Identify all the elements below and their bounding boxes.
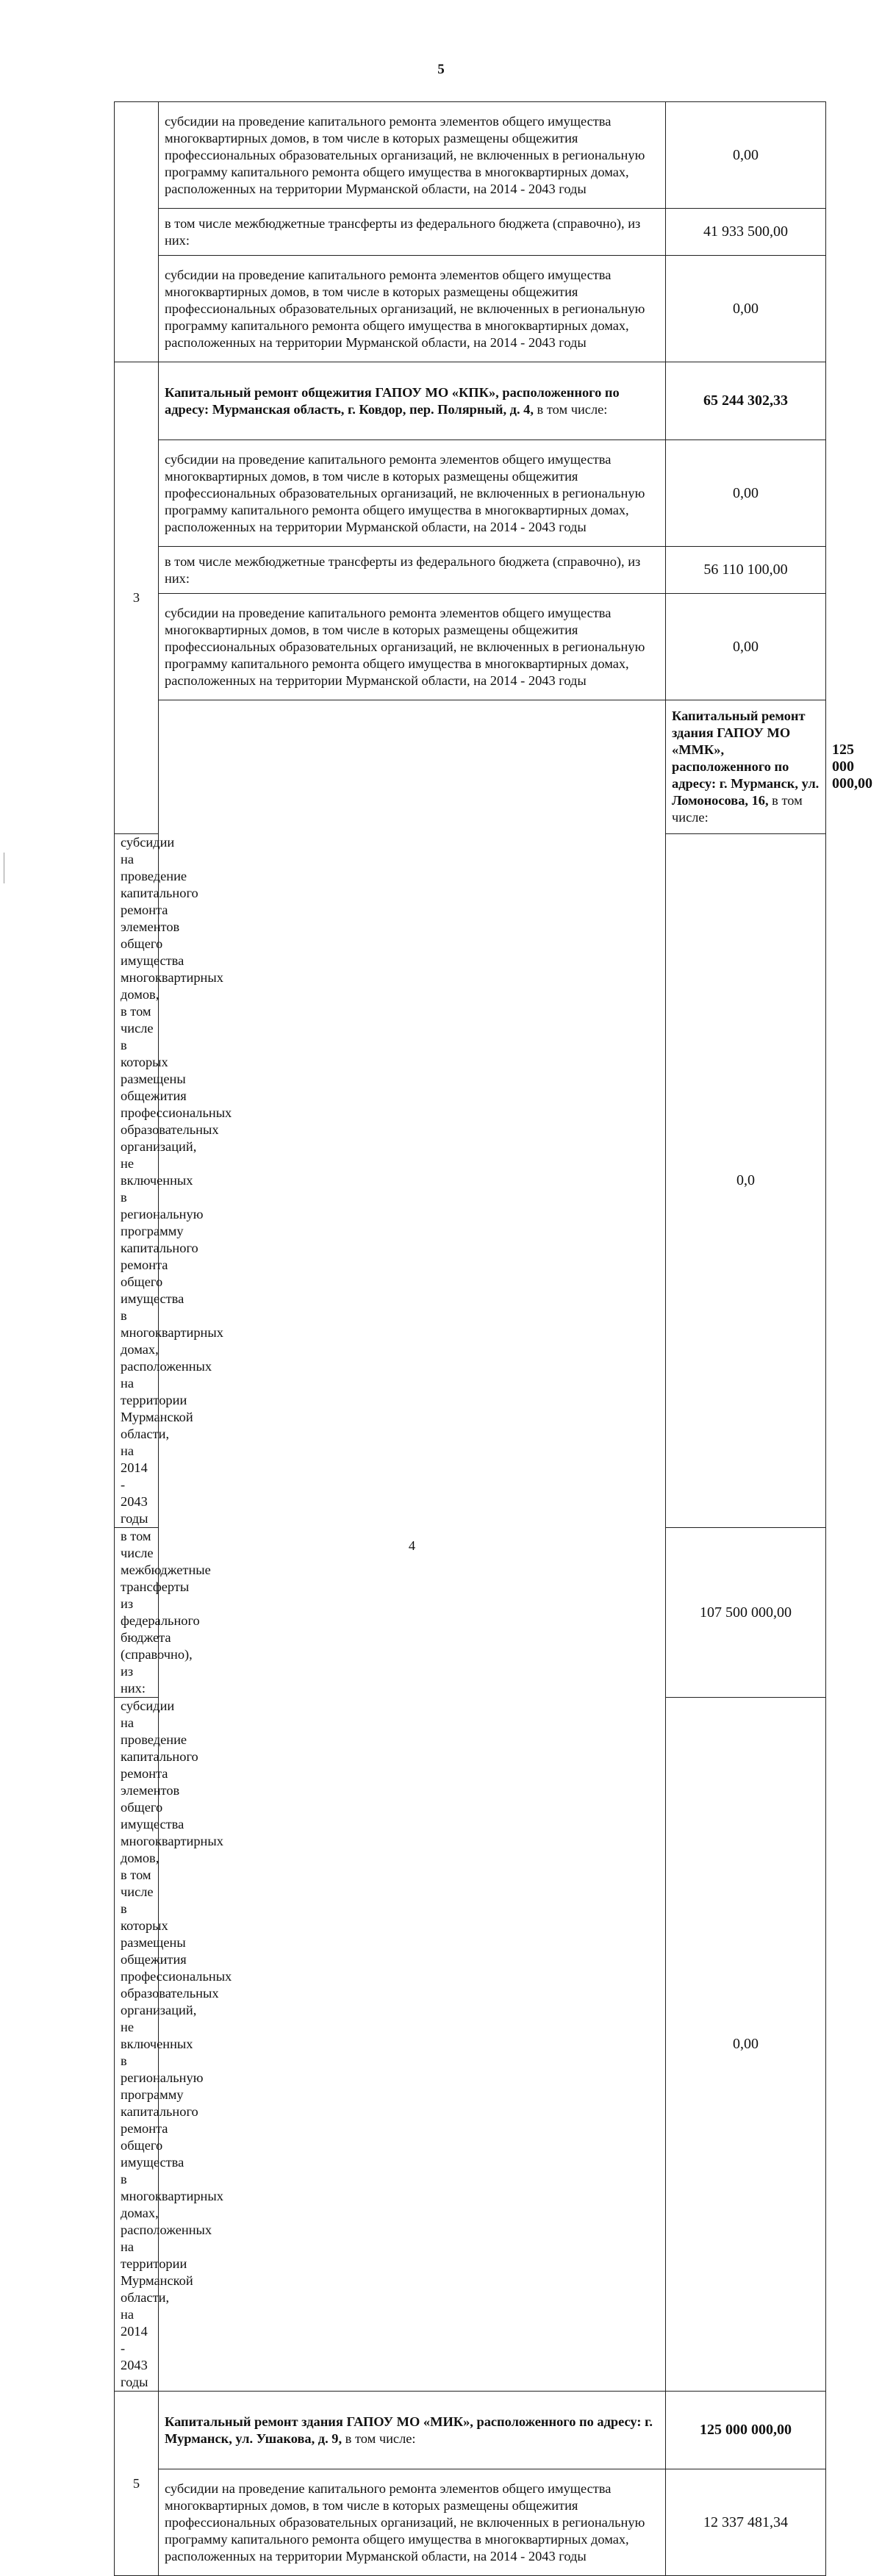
row-title-suffix: в том числе: [342, 2430, 416, 2446]
table-row [115, 2392, 826, 2469]
row-title-bold: Капитальный ремонт здания ГАПОУ МО «МИК», расположенного по адресу: г. Мурманск, ул. Ушакова, д. 9, [165, 2414, 653, 2446]
row-description: субсидии на проведение капитального ремонта элементов общего имущества многоквартирных домов, в том числе в которых размещены общежития профессиональных образовательных организаций, не включенных в региональную программу капитального ремонта общего имущества в многоквартирных домах, расположенных на территории Мурманской области, на 2014 - 2043 годы [159, 594, 666, 700]
row-amount: 107 500 000,00 [666, 1528, 826, 1698]
row-description: в том числе межбюджетные трансферты из федерального бюджета (справочно), из них: [159, 547, 666, 594]
row-description: субсидии на проведение капитального ремонта элементов общего имущества многоквартирных домов, в том числе в которых размещены общежития профессиональных образовательных организаций, не включенных в региональную программу капитального ремонта общего имущества в многоквартирных домах, расположенных на территории Мурманской области, на 2014 - 2043 годы [115, 1698, 159, 2392]
row-amount: 0,00 [666, 594, 826, 700]
budget-table [114, 101, 872, 2576]
row-description: в том числе межбюджетные трансферты из федерального бюджета (справочно), из них: [159, 209, 666, 256]
row-amount: 125 000 000,00 [666, 2392, 826, 2469]
item-number-cell: 3 [115, 362, 159, 834]
table-row: 4 Капитальный ремонт здания ГАПОУ МО «ММК», расположенного по адресу: г. Мурманск, ул. Ломоносова, 16, в том числе: 125 000 000,00 [115, 700, 826, 834]
row-title [159, 362, 666, 440]
row-description: субсидии на проведение капитального ремонта элементов общего имущества многоквартирных домов, в том числе в которых размещены общежития профессиональных образовательных организаций, не включенных в региональную программу капитального ремонта общего имущества в многоквартирных домах, расположенных на территории Мурманской области, на 2014 - 2043 годы [159, 440, 666, 547]
row-amount: 0,00 [666, 440, 826, 547]
row-description: субсидии на проведение капитального ремонта элементов общего имущества многоквартирных домов, в том числе в которых размещены общежития профессиональных образовательных организаций, не включенных в региональную программу капитального ремонта общего имущества в многоквартирных домах, расположенных на территории Мурманской области, на 2014 - 2043 годы [115, 834, 159, 1528]
row-amount: 0,00 [666, 102, 826, 209]
row-title-bold: Капитальный ремонт здания ГАПОУ МО «ММК», расположенного по адресу: г. Мурманск, ул. Ломоносова, 16, [672, 708, 820, 808]
row-title [159, 2392, 666, 2469]
row-description: субсидии на проведение капитального ремонта элементов общего имущества многоквартирных домов, в том числе в которых размещены общежития профессиональных образовательных организаций, не включенных в региональную программу капитального ремонта общего имущества в многоквартирных домах, расположенных на территории Мурманской области, на 2014 - 2043 годы [159, 256, 666, 362]
table-row [115, 2469, 826, 2576]
row-description: субсидии на проведение капитального ремонта элементов общего имущества многоквартирных домов, в том числе в которых размещены общежития профессиональных образовательных организаций, не включенных в региональную программу капитального ремонта общего имущества в многоквартирных домах, расположенных на территории Мурманской области, на 2014 - 2043 годы [159, 102, 666, 209]
table-row [115, 256, 826, 362]
row-amount: 12 337 481,34 [666, 2469, 826, 2576]
table-row [115, 209, 826, 256]
item-number-cell: 4 [159, 700, 666, 2392]
page-number: 5 [437, 62, 445, 77]
row-amount: 56 110 100,00 [666, 547, 826, 594]
row-amount: 0,00 [666, 1698, 826, 2392]
row-amount: 0,00 [666, 256, 826, 362]
row-amount: 65 244 302,33 [666, 362, 826, 440]
row-description: субсидии на проведение капитального ремонта элементов общего имущества многоквартирных домов, в том числе в которых размещены общежития профессиональных образовательных организаций, не включенных в региональную программу капитального ремонта общего имущества в многоквартирных домах, расположенных на территории Мурманской области, на 2014 - 2043 годы [159, 2469, 666, 2576]
row-amount: 41 933 500,00 [666, 209, 826, 256]
table-row [115, 102, 826, 209]
row-title-bold: Капитальный ремонт общежития ГАПОУ МО «КПК», расположенного по адресу: Мурманская область, г. Ковдор, пер. Полярный, д. 4, [165, 384, 620, 417]
item-number-cell: 5 [115, 2392, 159, 2576]
table-row [115, 547, 826, 594]
table-row [115, 440, 826, 547]
item-number-cell [115, 102, 159, 362]
row-description: в том числе межбюджетные трансферты из федерального бюджета (справочно), из них: [115, 1528, 159, 1698]
row-title [666, 700, 826, 834]
row-title-suffix: в том числе: [533, 401, 608, 417]
row-title-suffix: в том числе: [672, 793, 803, 825]
table-row [115, 362, 826, 440]
table-row [115, 594, 826, 700]
row-amount: 0,0 [666, 834, 826, 1528]
